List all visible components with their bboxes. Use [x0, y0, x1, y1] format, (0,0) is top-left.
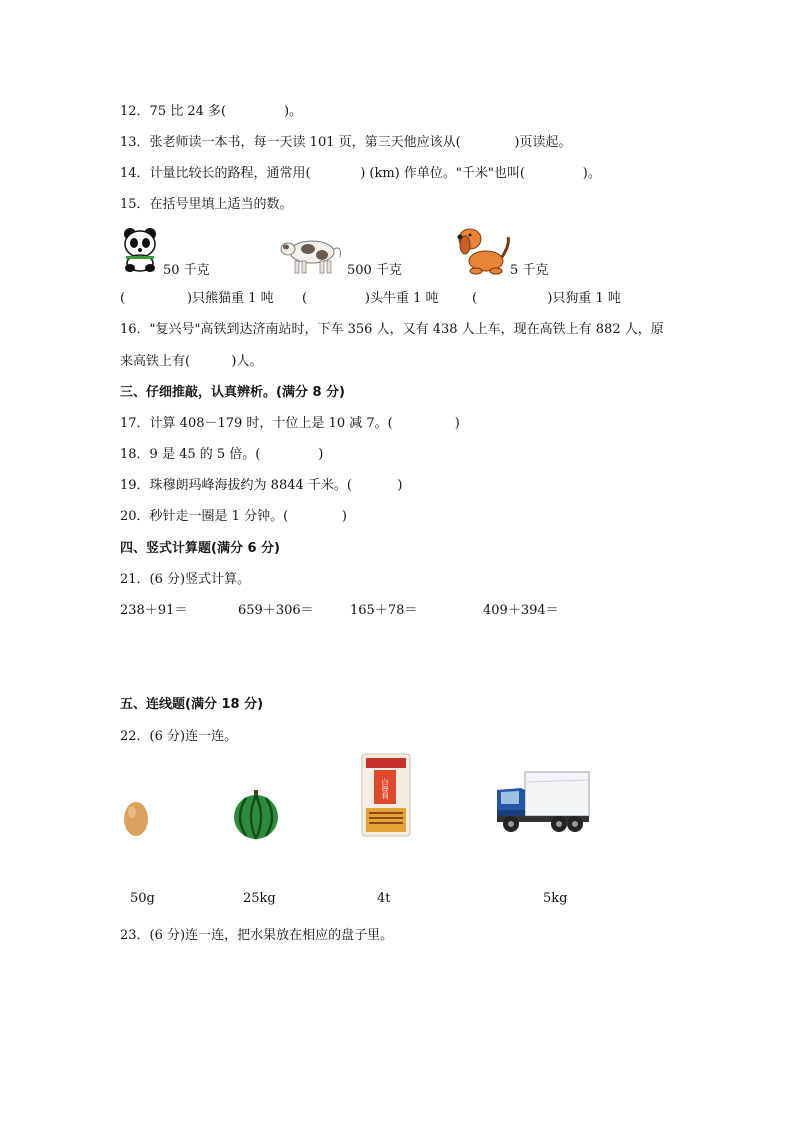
question-18: 18．9 是 45 的 5 倍。( ): [120, 447, 324, 462]
cow-weight: 500 千克: [347, 263, 402, 278]
cow-blank: ( )头牛重 1 吨: [302, 291, 439, 306]
question-21: 21．(6 分)竖式计算。: [120, 572, 251, 587]
question-16-line2: 来高铁上有( )人。: [120, 354, 263, 369]
weight-label-1: 50g: [130, 891, 155, 906]
expression-2: 659＋306＝: [238, 603, 314, 618]
expression-1: 238＋91＝: [120, 603, 188, 618]
section-3-title: 三、仔细推敲，认真辨析。(满分 8 分): [120, 385, 345, 400]
bag-brand-text: 白得利: [381, 778, 389, 800]
flour-bag-image: [360, 752, 412, 838]
section-4-title: 四、竖式计算题(满分 6 分): [120, 541, 280, 556]
dog-image: [456, 225, 512, 275]
question-15: 15．在括号里填上适当的数。: [120, 197, 293, 212]
weight-label-4: 5kg: [543, 891, 568, 906]
panda-image: [120, 226, 164, 272]
question-22: 22．(6 分)连一连。: [120, 729, 238, 744]
panda-weight: 50 千克: [163, 263, 210, 278]
question-14: 14．计量比较长的路程，通常用( ) (km) 作单位。"千米"也叫( )。: [120, 166, 601, 181]
question-17: 17．计算 408－179 时，十位上是 10 减 7。( ): [120, 416, 460, 431]
question-23: 23．(6 分)连一连，把水果放在相应的盘子里。: [120, 928, 394, 943]
question-13: 13．张老师读一本书，每一天读 101 页，第三天他应该从( )页读起。: [120, 135, 572, 150]
question-16-line1: 16．"复兴号"高铁到达济南站时，下车 356 人，又有 438 人上车，现在高铁上有 882 人，原: [120, 322, 664, 337]
section-5-title: 五、连线题(满分 18 分): [120, 697, 264, 712]
dog-weight: 5 千克: [510, 263, 549, 278]
question-19: 19．珠穆朗玛峰海拔约为 8844 千米。( ): [120, 478, 403, 493]
egg-image: [122, 800, 150, 838]
question-12: 12．75 比 24 多( )。: [120, 104, 303, 119]
panda-blank: ( )只熊猫重 1 吨: [120, 291, 274, 306]
expression-4: 409＋394＝: [483, 603, 559, 618]
weight-label-2: 25kg: [243, 891, 276, 906]
dog-blank: ( )只狗重 1 吨: [472, 291, 621, 306]
watermelon-image: [232, 790, 280, 840]
expression-3: 165＋78＝: [350, 603, 418, 618]
weight-label-3: 4t: [377, 891, 391, 906]
truck-image: [495, 770, 591, 836]
question-20: 20．秒针走一圈是 1 分钟。( ): [120, 509, 347, 524]
cow-image: [280, 235, 346, 275]
